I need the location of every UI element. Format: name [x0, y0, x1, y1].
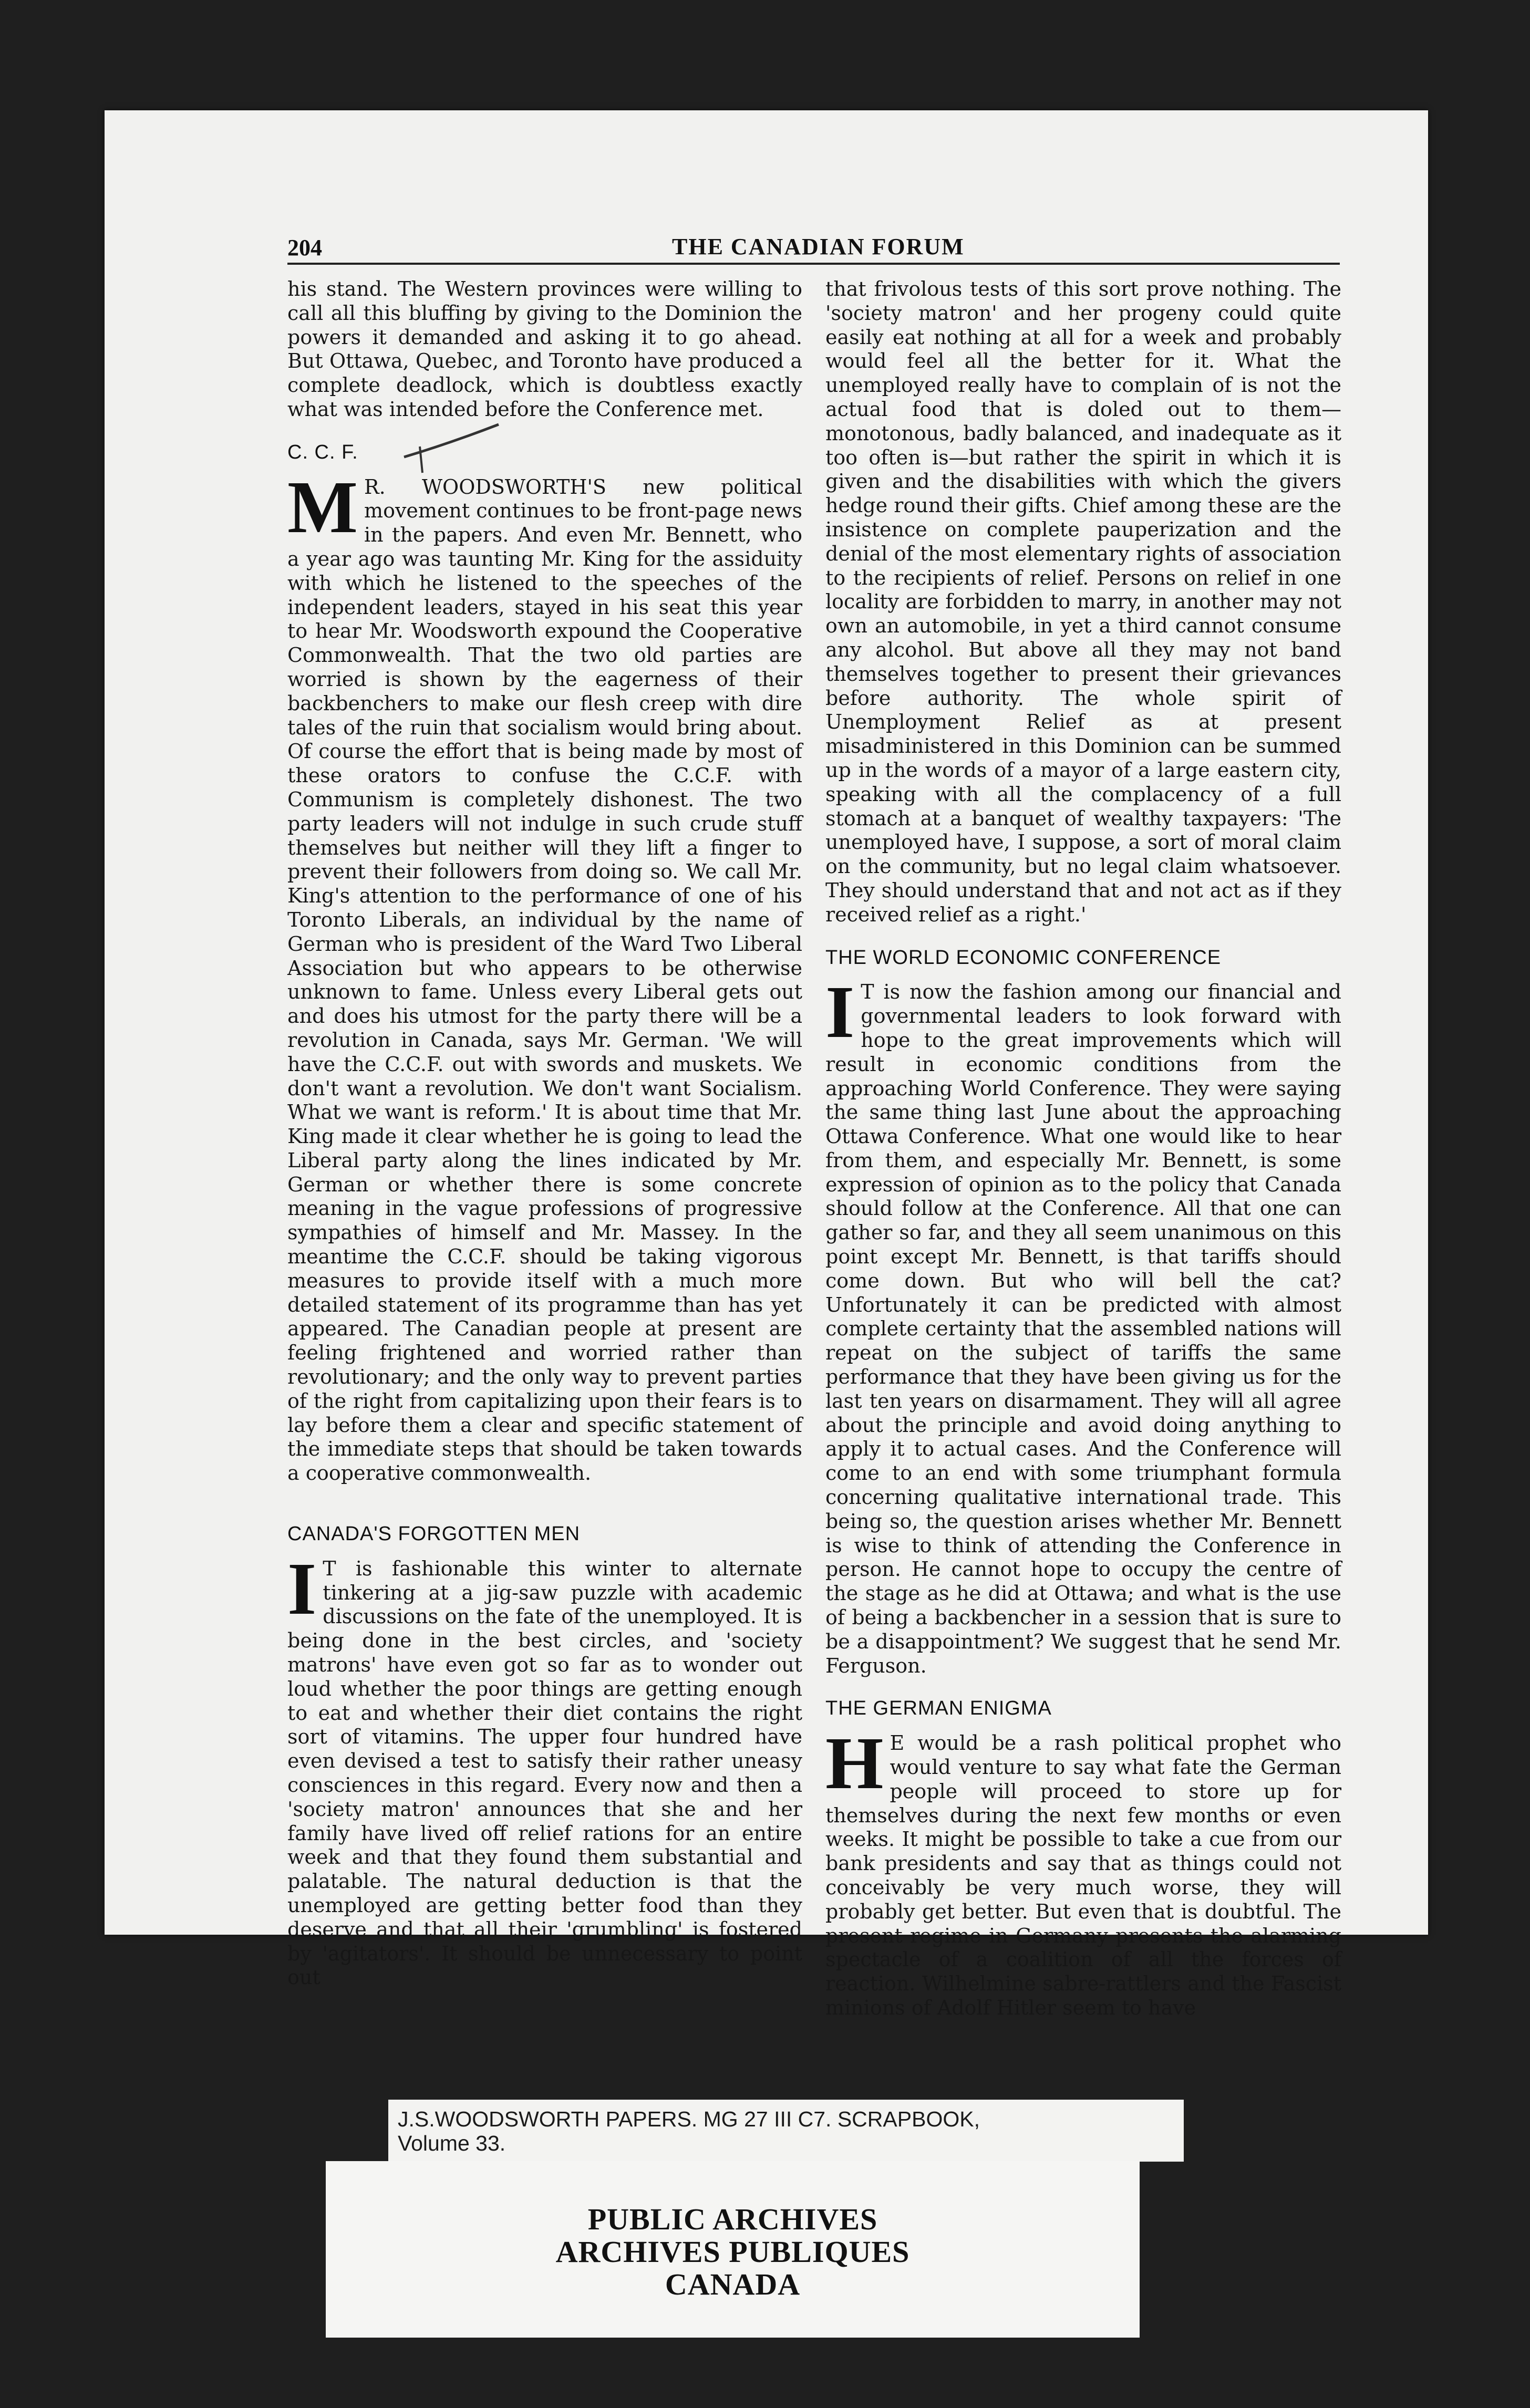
- right-column: [825, 277, 1341, 2020]
- page-number: 204: [287, 235, 322, 261]
- relief-paragraph: that frivolous tests of this sort prove nothing. The 'society matron' and her progeny could quite easily eat nothing at all for a week and probably would feel all the better for it. What the unemployed really have to complain of is not the actual food that is doled out to them—monotonous, badly balanced, and inadequate as it too often is—but rather the spirit in which it is given and the disabilities with which the givers hedge round their gifts. Chief among these are the insistence on complete pauperization and the denial of the most elementary rights of association to the recipients of relief. Persons on relief in one locality are forbidden to marry, in another may not own an automobile, in yet a third cannot consume any alcohol. But above all they may not band themselves together to present their grievances before authority. The whole spirit of Unemployment Relief as at present misadministered in this Dominion can be summed up in the words of a mayor of a large eastern city, speaking with all the complacency of a full stomach at a banquet of wealthy taxpayers: 'The unemployed have, I suppose, a sort of moral claim on the community, but no legal claim whatsoever. They should understand that and not act as if they received relief as a right.': [825, 277, 1341, 926]
- forgotten-men-heading: CANADA'S FORGOTTEN MEN: [287, 1523, 581, 1545]
- archive-label-line1: J.S.WOODSWORTH PAPERS. MG 27 III C7. SCRAPBOOK,: [398, 2107, 980, 2131]
- archive-label-line2: Volume 33.: [398, 2131, 506, 2155]
- forgotten-men-dropcap: I: [287, 1546, 317, 1630]
- archive-stamp-line2: ARCHIVES PUBLIQUES: [555, 2235, 910, 2269]
- forgotten-men-text: T is fashionable this winter to alternate tinkering at a jig-saw puzzle with academic discussions on the fate of the unemployed. It is being done in the best circles, and 'society matrons' have even got so far as to wonder out loud whether the poor things are getting enough to eat and whether their diet contains the right sort of vitamins. The upper four hundred have even devised a test to satisfy their rather uneasy consciences in this regard. Every now and then a 'society matron' announces that she and her family have lived off relief rations for an entire week and that they found them substantial and palatable. The natural deduction is that the unemployed are getting better food than they deserve and that all their 'grumbling' is fostered by 'agitators'. It should be unnecessary to point out: [287, 1556, 802, 1989]
- world-conference-heading: THE WORLD ECONOMIC CONFERENCE: [825, 946, 1222, 969]
- left-column: [287, 277, 802, 1990]
- header-rule: [287, 263, 1340, 265]
- german-enigma-heading: THE GERMAN ENIGMA: [825, 1697, 1052, 1720]
- archive-stamp: [326, 2161, 1140, 2338]
- archive-label: [388, 2100, 1184, 2162]
- archive-stamp-line1: PUBLIC ARCHIVES: [587, 2202, 878, 2236]
- world-conference-dropcap: I: [825, 970, 855, 1054]
- intro-paragraph: his stand. The Western provinces were willing to call all this bluffing by giving to the Dominion the powers it demanded and asking it to go ahead. But Ottawa, Quebec, and Toronto have produced a complete deadlock, which is doubtless exactly what was intended before the Conference met.: [287, 277, 802, 421]
- ccf-dropcap: M: [287, 465, 358, 548]
- world-conference-text: T is now the fashion among our financial and governmental leaders to look forward with hope to the great improvements which will result in economic conditions from the approaching World Conference. They were saying the same thing last June about the approaching Ottawa Conference. What one would like to hear from them, and especially Mr. Bennett, is some expression of opinion as to the policy that Canada should follow at the Conference. All that one can gather so far, and they all seem unanimous on this point except Mr. Bennett, is that tariffs should come down. But who will bell the cat? Unfortunately it can be predicted with almost complete certainty that the assembled nations will repeat on the subject of tariffs the same performance that they have been giving us for the last ten years on disarmament. They will all agree about the principle and avoid doing anything to apply it to actual cases. And the Conference will come to an end with some triumphant formula concerning qualitative international trade. This being so, the question arises whether Mr. Bennett is wise to think of attending the Conference in person. He cannot hope to occupy the centre of the stage as he did at Ottawa; and what is the use of being a backbencher in a session that is sure to be a disappointment? We suggest that he send Mr. Ferguson.: [825, 980, 1341, 1677]
- forgotten-men-paragraph: [287, 1546, 802, 1990]
- publication-title: THE CANADIAN FORUM: [672, 234, 965, 260]
- archive-stamp-line3: CANADA: [665, 2267, 801, 2301]
- german-enigma-dropcap: H: [825, 1721, 884, 1805]
- german-enigma-paragraph: [825, 1721, 1341, 2020]
- ccf-paragraph: [287, 465, 802, 1486]
- pencil-mark-icon: [399, 420, 504, 478]
- world-conference-paragraph: [825, 970, 1341, 1678]
- german-enigma-text: E would be a rash political prophet who would venture to say what fate the German people will proceed to store up for themselves during the next few months or even weeks. It might be possible to take a cue from our bank presidents and say that as things could not conceivably be very much worse, they will probably get better. But even that is doubtful. The present regime in Germany presents the alarming spectacle of a coalition of all the forces of reaction. Wilhelmine sabre-rattlers and the Fascist minions of Adolf Hitler seem to have: [825, 1731, 1341, 2019]
- ccf-text: R. WOODSWORTH'S new political movement continues to be front-page news in the papers. And even Mr. Bennett, who a year ago was taunting Mr. King for the assiduity with which he listened to the speeches of the independent leaders, stayed in his seat this year to hear Mr. Woodsworth expound the Cooperative Commonwealth. That the two old parties are worried is shown by the eagerness of their backbenchers to make our flesh creep with dire tales of the ruin that socialism would bring about. Of course the effort that is being made by most of these orators to confuse the C.C.F. with Communism is completely dishonest. The two party leaders will not indulge in such crude stuff themselves but neither will they lift a finger to prevent their followers from doing so. We call Mr. King's attention to the performance of one of his Toronto Liberals, an individual by the name of German who is president of the Ward Two Liberal Association but who appears to be otherwise unknown to fame. Unless every Liberal gets out and does his utmost for the party there will be a revolution in Canada, says Mr. German. 'We will have the C.C.F. out with swords and muskets. We don't want a revolution. We don't want Socialism. What we want is reform.' It is about time that Mr. King made it clear whether he is going to lead the Liberal party along the lines indicated by Mr. German or whether there is some concrete meaning in the vague professions of progressive sympathies of himself and Mr. Massey. In the meantime the C.C.F. should be taking vigorous measures to provide itself with a much more detailed statement of its programme than has yet appeared. The Canadian people at present are feeling frightened and worried rather than revolutionary; and the only way to prevent parties of the right from capitalizing upon their fears is to lay before them a clear and specific statement of the immediate steps that should be taken towards a cooperative commonwealth.: [287, 475, 802, 1485]
- scanned-page: [105, 110, 1428, 2019]
- ccf-heading: C. C. F.: [287, 441, 358, 463]
